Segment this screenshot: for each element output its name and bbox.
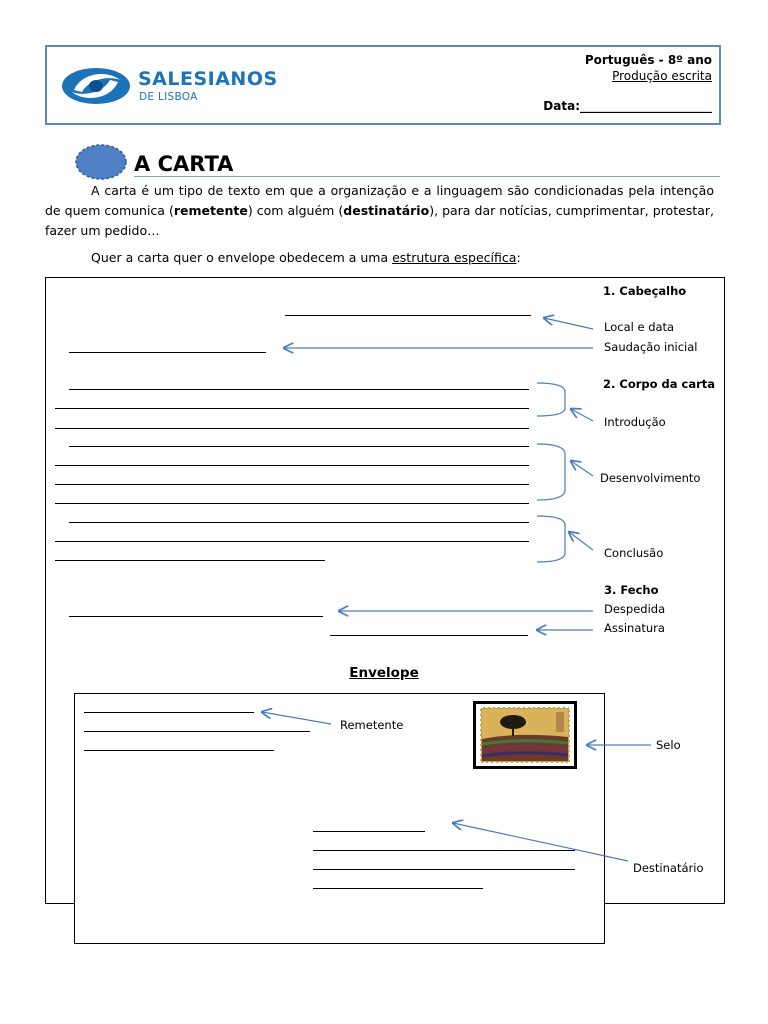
structure-text: Quer a carta quer o envelope obedecem a uma — [91, 250, 393, 265]
label-remetente: Remetente — [340, 718, 404, 732]
intro-destinatario: destinatário — [343, 203, 430, 218]
label-despedida: Despedida — [604, 602, 666, 616]
intro-text-1: A carta é um tipo de texto em que a organização e a linguagem são condicionadas pela intenção de quem comunica ( — [45, 183, 714, 218]
subject-label: Português - 8º ano — [584, 53, 712, 67]
intro-text-2: ) com alguém ( — [247, 203, 344, 218]
arrow-local-data — [544, 318, 593, 329]
brace-introducao — [537, 383, 565, 416]
label-introducao: Introdução — [604, 415, 666, 429]
envelope-title: Envelope — [349, 665, 419, 681]
label-assinatura: Assinatura — [604, 621, 665, 635]
label-destinatario: Destinatário — [633, 861, 704, 875]
structure-emphasis: estrutura específica — [392, 250, 517, 265]
arrow-conclusao — [569, 532, 593, 550]
label-corpo: 2. Corpo da carta — [603, 377, 716, 391]
logo-subtitle: DE LISBOA — [139, 91, 198, 103]
date-field: Data:______________________ — [543, 99, 712, 113]
arrow-desenvolvimento — [571, 461, 593, 476]
intro-text-3: ), para dar notícias, cumprimentar, protestar, fazer um pedido… — [45, 203, 714, 238]
arrow-remetente — [262, 712, 331, 724]
label-selo: Selo — [656, 738, 681, 752]
label-local-data: Local e data — [604, 320, 675, 334]
label-saudacao: Saudação inicial — [604, 340, 698, 354]
page-title: A CARTA — [134, 152, 234, 176]
structure-colon: : — [516, 250, 521, 265]
intro-remetente: remetente — [173, 203, 248, 218]
label-conclusao: Conclusão — [604, 546, 664, 560]
brace-conclusao — [537, 516, 565, 562]
genre-label: Produção escrita — [612, 69, 712, 83]
brace-desenvolvimento — [537, 444, 565, 500]
label-fecho: 3. Fecho — [604, 583, 659, 597]
arrow-destinatario — [453, 823, 628, 861]
logo-name: SALESIANOS — [138, 68, 278, 90]
arrow-introducao — [571, 409, 593, 421]
label-cabecalho: 1. Cabeçalho — [603, 284, 687, 298]
label-desenvolvimento: Desenvolvimento — [600, 471, 701, 485]
